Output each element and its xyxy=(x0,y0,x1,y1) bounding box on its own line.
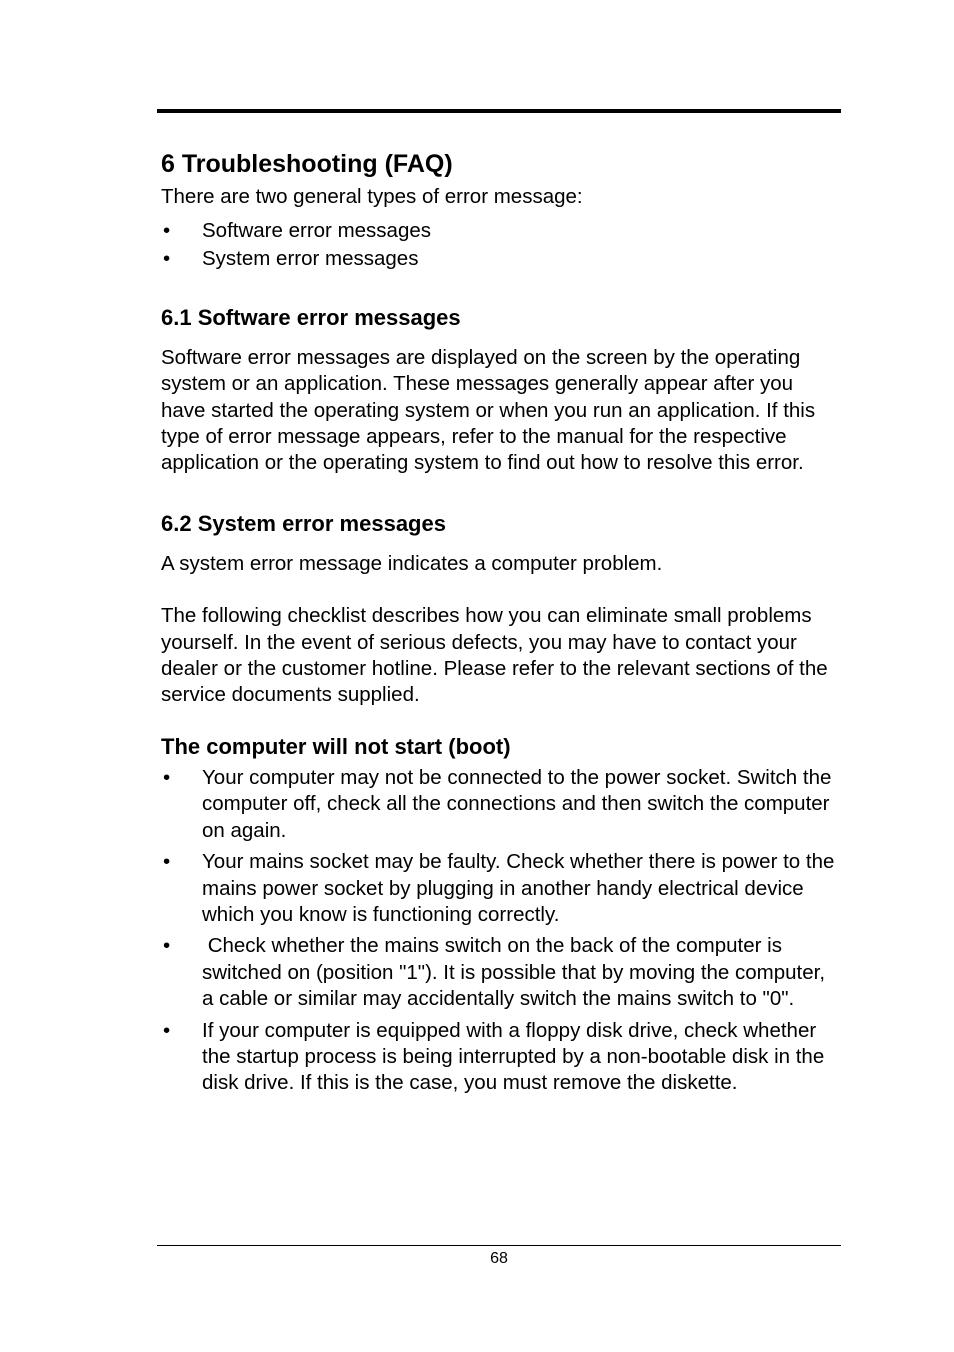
list-item: • Software error messages xyxy=(161,217,839,245)
header-rule xyxy=(157,109,841,113)
list-item: • Check whether the mains switch on the back of the computer is switched on (position "1"). It is possible that by moving the computer, a cable or similar may accidentally switch the mains switch to "0". xyxy=(161,933,839,1012)
footer-rule xyxy=(157,1245,841,1246)
section-title: 6 Troubleshooting (FAQ) xyxy=(161,150,453,178)
software-errors-heading: 6.1 Software error messages xyxy=(161,305,461,331)
list-item: • Your mains socket may be faulty. Check whether there is power to the mains power socket by plugging in another handy electrical device which you know is functioning correctly. xyxy=(161,849,839,928)
error-types-list xyxy=(161,217,839,273)
list-item: • System error messages xyxy=(161,245,839,273)
system-errors-paragraph-1: A system error message indicates a computer problem. xyxy=(161,552,663,576)
system-errors-heading: 6.2 System error messages xyxy=(161,511,446,537)
boot-checklist xyxy=(161,765,839,1096)
list-item: • If your computer is equipped with a floppy disk drive, check whether the startup process is being interrupted by a non-bootable disk in the disk drive. If this is the case, you must remove the diskette. xyxy=(161,1018,839,1097)
boot-problem-heading: The computer will not start (boot) xyxy=(161,734,511,760)
list-item: • Your computer may not be connected to the power socket. Switch the computer off, check all the connections and then switch the computer on again. xyxy=(161,765,839,844)
software-errors-body: Software error messages are displayed on the screen by the operating system or an application. These messages generally appear after you have started the operating system or when you run an application. If this type of error message appears, refer to the manual for the respective application or the operating system to find out how to resolve this error. xyxy=(161,346,816,475)
section-intro: There are two general types of error message: xyxy=(161,185,583,208)
page-number: 68 xyxy=(490,1250,508,1267)
system-errors-paragraph-2: The following checklist describes how you can eliminate small problems yourself. In the event of serious defects, you may have to contact your dealer or the customer hotline. Please refer to the relevant sections of the service documents supplied. xyxy=(161,604,828,707)
page-content xyxy=(161,146,839,1102)
